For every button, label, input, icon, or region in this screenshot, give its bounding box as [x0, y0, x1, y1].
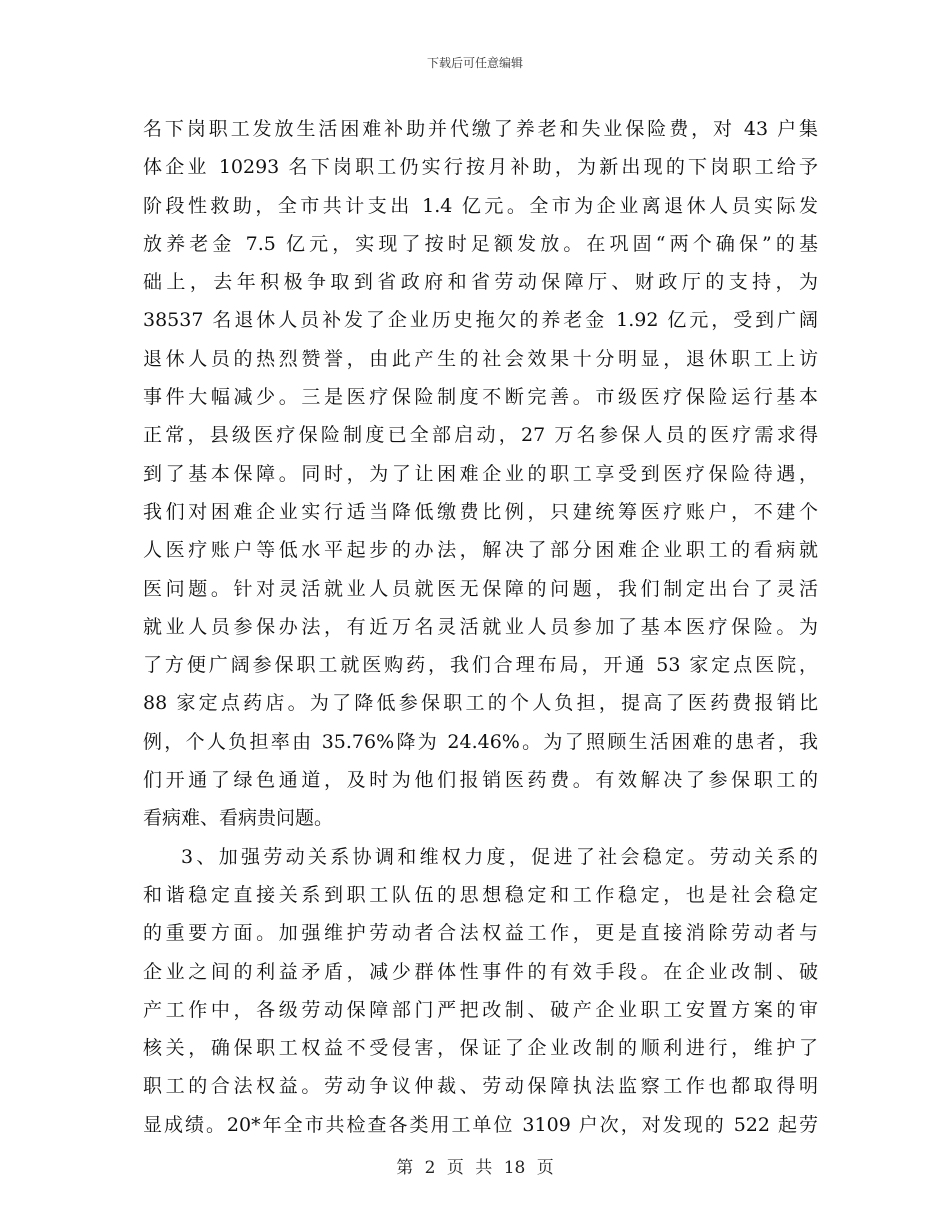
- text-line: 就业人员参保办法，有近万名灵活就业人员参加了基本医疗保险。为: [143, 615, 818, 638]
- paragraph-first-line: 3、加强劳动关系协调和维权力度，促进了社会稳定。劳动关系的: [181, 845, 818, 868]
- text-line: 到了基本保障。同时，为了让困难企业的职工享受到医疗保险待遇，: [143, 462, 818, 485]
- text-line: 职工的合法权益。劳动争议仲裁、劳动保障执法监察工作也都取得明: [143, 1075, 818, 1098]
- text-line: 看病难、看病贵问题。: [143, 807, 334, 830]
- text-line: 人医疗账户等低水平起步的办法，解决了部分困难企业职工的看病就: [143, 539, 818, 562]
- document-body: [143, 110, 818, 1144]
- text-line: 显成绩。20*年全市共检查各类用工单位 3109 户次，对发现的 522 起劳: [143, 1113, 818, 1136]
- text-line: 阶段性救助，全市共计支出 1.4 亿元。全市为企业离退休人员实际发: [143, 194, 818, 217]
- text-line: 我们对困难企业实行适当降低缴费比例，只建统筹医疗账户，不建个: [143, 500, 818, 523]
- text-line: 的重要方面。加强维护劳动者合法权益工作，更是直接消除劳动者与: [143, 922, 818, 945]
- text-line: 退休人员的热烈赞誉，由此产生的社会效果十分明显，退休职工上访: [143, 347, 818, 370]
- text-line: 例，个人负担率由 35.76%降为 24.46%。为了照顾生活困难的患者，我: [143, 730, 818, 753]
- header-note: 下载后可任意编辑: [426, 56, 523, 70]
- text-line: 核关，确保职工权益不受侵害，保证了企业改制的顺利进行，维护了: [143, 1037, 818, 1060]
- text-line: 正常，县级医疗保险制度已全部启动，27 万名参保人员的医疗需求得: [143, 424, 818, 447]
- text-line: 础上，去年积极争取到省政府和省劳动保障厅、财政厅的支持，为: [143, 271, 818, 294]
- text-line: 医问题。针对灵活就业人员就医无保障的问题，我们制定出台了灵活: [143, 577, 818, 600]
- text-line: 放养老金 7.5 亿元，实现了按时足额发放。在巩固“两个确保”的基: [143, 232, 818, 255]
- text-line: 们开通了绿色通道，及时为他们报销医药费。有效解决了参保职工的: [143, 769, 818, 792]
- text-line: 产工作中，各级劳动保障部门严把改制、破产企业职工安置方案的审: [143, 998, 818, 1021]
- text-line: 88 家定点药店。为了降低参保职工的个人负担，提高了医药费报销比: [143, 692, 818, 715]
- page-number-footer: 第 2 页 共 18 页: [396, 1158, 554, 1178]
- text-line: 38537 名退休人员补发了企业历史拖欠的养老金 1.92 亿元，受到广阔: [143, 309, 818, 332]
- text-line: 体企业 10293 名下岗职工仍实行按月补助，为新出现的下岗职工给予: [143, 156, 818, 179]
- text-line: 企业之间的利益矛盾，减少群体性事件的有效手段。在企业改制、破: [143, 960, 818, 983]
- text-line: 名下岗职工发放生活困难补助并代缴了养老和失业保险费，对 43 户集: [143, 118, 818, 140]
- text-line: 和谐稳定直接关系到职工队伍的思想稳定和工作稳定，也是社会稳定: [143, 883, 818, 906]
- text-line: 事件大幅减少。三是医疗保险制度不断完善。市级医疗保险运行基本: [143, 386, 818, 409]
- text-line: 了方便广阔参保职工就医购药，我们合理布局，开通 53 家定点医院，: [143, 654, 818, 677]
